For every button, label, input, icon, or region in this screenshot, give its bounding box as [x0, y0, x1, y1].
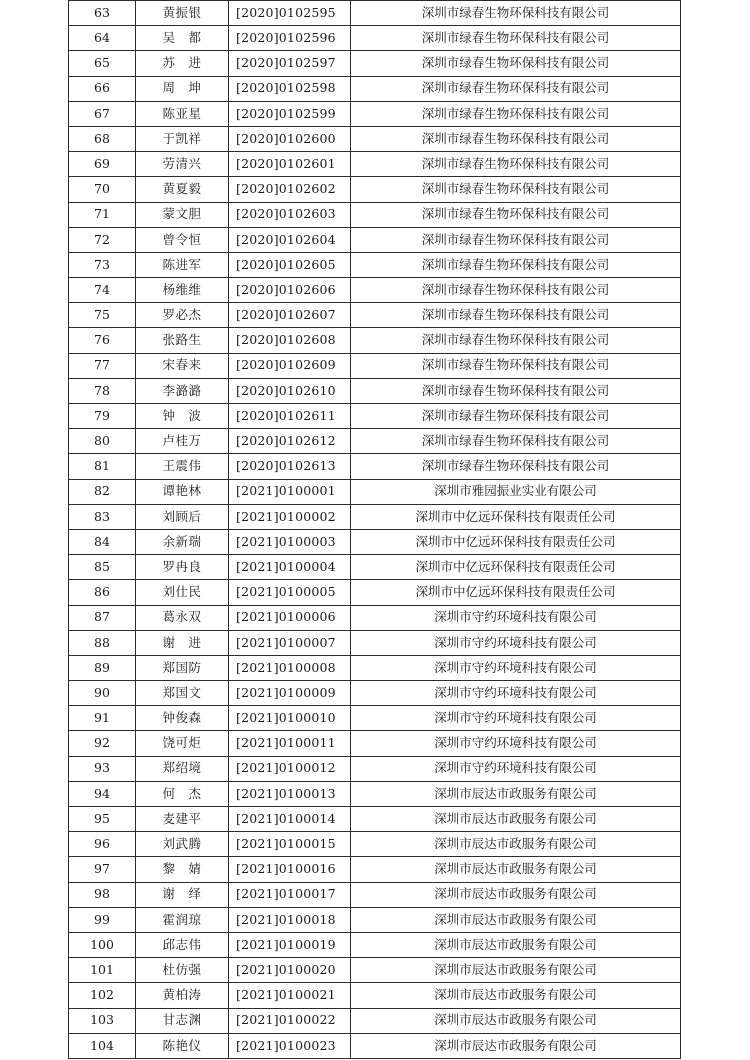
certificate-number: [2020]0102612	[229, 429, 351, 454]
table-row	[69, 1008, 681, 1033]
row-number: 96	[69, 832, 136, 857]
certificate-number: [2020]0102609	[229, 353, 351, 378]
certificate-number: [2020]0102606	[229, 278, 351, 303]
person-name: 黎 婧	[136, 857, 229, 882]
table-row	[69, 706, 681, 731]
row-number: 89	[69, 655, 136, 680]
row-number: 69	[69, 152, 136, 177]
row-number: 103	[69, 1008, 136, 1033]
row-number: 67	[69, 101, 136, 126]
row-number: 100	[69, 932, 136, 957]
company-name: 深圳市绿春生物环保科技有限公司	[351, 378, 681, 403]
row-number: 76	[69, 328, 136, 353]
certificate-number: [2020]0102598	[229, 76, 351, 101]
certificate-number: [2021]0100002	[229, 504, 351, 529]
certificate-number: [2021]0100014	[229, 807, 351, 832]
certificate-number: [2021]0100010	[229, 706, 351, 731]
certificate-number: [2020]0102597	[229, 51, 351, 76]
table-row	[69, 832, 681, 857]
row-number: 80	[69, 429, 136, 454]
certificate-number: [2021]0100023	[229, 1033, 351, 1058]
person-name: 苏 进	[136, 51, 229, 76]
person-name: 劳清兴	[136, 152, 229, 177]
row-number: 82	[69, 479, 136, 504]
table-row	[69, 655, 681, 680]
certificate-number: [2020]0102610	[229, 378, 351, 403]
company-name: 深圳市辰达市政服务有限公司	[351, 932, 681, 957]
row-number: 65	[69, 51, 136, 76]
table-row	[69, 152, 681, 177]
table-row	[69, 807, 681, 832]
table-row	[69, 857, 681, 882]
table-row	[69, 454, 681, 479]
person-name: 周 坤	[136, 76, 229, 101]
person-name: 郑国文	[136, 681, 229, 706]
company-name: 深圳市辰达市政服务有限公司	[351, 807, 681, 832]
certificate-number: [2021]0100006	[229, 605, 351, 630]
certificate-number: [2020]0102600	[229, 126, 351, 151]
company-name: 深圳市绿春生物环保科技有限公司	[351, 328, 681, 353]
table-row	[69, 605, 681, 630]
company-name: 深圳市中亿远环保科技有限责任公司	[351, 580, 681, 605]
table-row	[69, 781, 681, 806]
table-row	[69, 731, 681, 756]
table-row	[69, 126, 681, 151]
table-row	[69, 252, 681, 277]
table-row	[69, 1, 681, 26]
table-row	[69, 76, 681, 101]
row-number: 78	[69, 378, 136, 403]
row-number: 70	[69, 177, 136, 202]
table-row	[69, 51, 681, 76]
certificate-number: [2020]0102601	[229, 152, 351, 177]
company-name: 深圳市辰达市政服务有限公司	[351, 781, 681, 806]
table-row	[69, 504, 681, 529]
person-name: 黄振银	[136, 1, 229, 26]
table-row	[69, 227, 681, 252]
company-name: 深圳市辰达市政服务有限公司	[351, 832, 681, 857]
company-name: 深圳市绿春生物环保科技有限公司	[351, 278, 681, 303]
table-row	[69, 630, 681, 655]
row-number: 79	[69, 404, 136, 429]
company-name: 深圳市中亿远环保科技有限责任公司	[351, 504, 681, 529]
certificate-number: [2021]0100018	[229, 907, 351, 932]
company-name: 深圳市绿春生物环保科技有限公司	[351, 1, 681, 26]
certificate-number: [2020]0102604	[229, 227, 351, 252]
table-row	[69, 26, 681, 51]
certificate-number: [2020]0102607	[229, 303, 351, 328]
person-name: 杨维维	[136, 278, 229, 303]
person-name: 黄柏涛	[136, 983, 229, 1008]
person-name: 罗必杰	[136, 303, 229, 328]
company-name: 深圳市中亿远环保科技有限责任公司	[351, 555, 681, 580]
company-name: 深圳市守约环境科技有限公司	[351, 630, 681, 655]
row-number: 83	[69, 504, 136, 529]
person-name: 卢桂万	[136, 429, 229, 454]
company-name: 深圳市绿春生物环保科技有限公司	[351, 152, 681, 177]
row-number: 68	[69, 126, 136, 151]
person-name: 何 杰	[136, 781, 229, 806]
person-name: 刘顾后	[136, 504, 229, 529]
person-name: 黄夏毅	[136, 177, 229, 202]
certificate-number: [2021]0100022	[229, 1008, 351, 1033]
person-name: 霍润琼	[136, 907, 229, 932]
table-row	[69, 177, 681, 202]
person-name: 谢 进	[136, 630, 229, 655]
table-row	[69, 404, 681, 429]
company-name: 深圳市绿春生物环保科技有限公司	[351, 454, 681, 479]
person-name: 饶可炬	[136, 731, 229, 756]
person-name: 陈艳仪	[136, 1033, 229, 1058]
person-name: 蒙文胆	[136, 202, 229, 227]
person-name: 郑绍境	[136, 756, 229, 781]
certificate-number: [2021]0100015	[229, 832, 351, 857]
company-name: 深圳市中亿远环保科技有限责任公司	[351, 529, 681, 554]
company-name: 深圳市绿春生物环保科技有限公司	[351, 429, 681, 454]
row-number: 72	[69, 227, 136, 252]
company-name: 深圳市绿春生物环保科技有限公司	[351, 227, 681, 252]
row-number: 85	[69, 555, 136, 580]
row-number: 87	[69, 605, 136, 630]
company-name: 深圳市绿春生物环保科技有限公司	[351, 404, 681, 429]
company-name: 深圳市绿春生物环保科技有限公司	[351, 51, 681, 76]
person-name: 吴 都	[136, 26, 229, 51]
company-name: 深圳市辰达市政服务有限公司	[351, 1033, 681, 1058]
row-number: 104	[69, 1033, 136, 1058]
row-number: 102	[69, 983, 136, 1008]
table-row	[69, 882, 681, 907]
person-name: 邱志伟	[136, 932, 229, 957]
company-name: 深圳市绿春生物环保科技有限公司	[351, 26, 681, 51]
certificate-number: [2021]0100012	[229, 756, 351, 781]
person-name: 刘仕民	[136, 580, 229, 605]
row-number: 101	[69, 958, 136, 983]
certificate-table	[68, 0, 681, 1059]
person-name: 谭艳林	[136, 479, 229, 504]
certificate-number: [2021]0100005	[229, 580, 351, 605]
company-name: 深圳市守约环境科技有限公司	[351, 605, 681, 630]
table-row	[69, 479, 681, 504]
person-name: 刘武腾	[136, 832, 229, 857]
table-row	[69, 278, 681, 303]
certificate-number: [2021]0100009	[229, 681, 351, 706]
row-number: 92	[69, 731, 136, 756]
certificate-number: [2020]0102595	[229, 1, 351, 26]
company-name: 深圳市绿春生物环保科技有限公司	[351, 177, 681, 202]
row-number: 93	[69, 756, 136, 781]
table-row	[69, 958, 681, 983]
certificate-number: [2021]0100020	[229, 958, 351, 983]
certificate-number: [2021]0100001	[229, 479, 351, 504]
row-number: 88	[69, 630, 136, 655]
company-name: 深圳市绿春生物环保科技有限公司	[351, 101, 681, 126]
row-number: 71	[69, 202, 136, 227]
company-name: 深圳市绿春生物环保科技有限公司	[351, 76, 681, 101]
row-number: 97	[69, 857, 136, 882]
row-number: 94	[69, 781, 136, 806]
row-number: 73	[69, 252, 136, 277]
certificate-number: [2021]0100007	[229, 630, 351, 655]
table-row	[69, 1033, 681, 1058]
table-row	[69, 983, 681, 1008]
row-number: 63	[69, 1, 136, 26]
row-number: 84	[69, 529, 136, 554]
company-name: 深圳市雅园振业实业有限公司	[351, 479, 681, 504]
company-name: 深圳市守约环境科技有限公司	[351, 655, 681, 680]
row-number: 66	[69, 76, 136, 101]
certificate-number: [2021]0100004	[229, 555, 351, 580]
company-name: 深圳市绿春生物环保科技有限公司	[351, 303, 681, 328]
person-name: 钟俊森	[136, 706, 229, 731]
certificate-number: [2020]0102611	[229, 404, 351, 429]
table-row	[69, 681, 681, 706]
row-number: 95	[69, 807, 136, 832]
certificate-number: [2021]0100003	[229, 529, 351, 554]
person-name: 麦建平	[136, 807, 229, 832]
person-name: 李潞潞	[136, 378, 229, 403]
row-number: 86	[69, 580, 136, 605]
company-name: 深圳市辰达市政服务有限公司	[351, 1008, 681, 1033]
row-number: 98	[69, 882, 136, 907]
company-name: 深圳市绿春生物环保科技有限公司	[351, 353, 681, 378]
person-name: 余新瑞	[136, 529, 229, 554]
certificate-list-page	[68, 0, 681, 1059]
certificate-number: [2020]0102605	[229, 252, 351, 277]
table-row	[69, 429, 681, 454]
company-name: 深圳市辰达市政服务有限公司	[351, 907, 681, 932]
row-number: 99	[69, 907, 136, 932]
person-name: 钟 波	[136, 404, 229, 429]
row-number: 64	[69, 26, 136, 51]
company-name: 深圳市守约环境科技有限公司	[351, 731, 681, 756]
person-name: 罗冉良	[136, 555, 229, 580]
person-name: 杜仿强	[136, 958, 229, 983]
person-name: 王震伟	[136, 454, 229, 479]
certificate-number: [2020]0102596	[229, 26, 351, 51]
company-name: 深圳市辰达市政服务有限公司	[351, 983, 681, 1008]
table-row	[69, 932, 681, 957]
certificate-number: [2021]0100016	[229, 857, 351, 882]
company-name: 深圳市辰达市政服务有限公司	[351, 958, 681, 983]
company-name: 深圳市守约环境科技有限公司	[351, 706, 681, 731]
row-number: 81	[69, 454, 136, 479]
table-row	[69, 353, 681, 378]
table-row	[69, 756, 681, 781]
company-name: 深圳市辰达市政服务有限公司	[351, 857, 681, 882]
company-name: 深圳市绿春生物环保科技有限公司	[351, 126, 681, 151]
table-row	[69, 378, 681, 403]
table-body	[69, 1, 681, 1059]
table-row	[69, 580, 681, 605]
person-name: 于凯祥	[136, 126, 229, 151]
table-row	[69, 555, 681, 580]
company-name: 深圳市守约环境科技有限公司	[351, 681, 681, 706]
table-row	[69, 303, 681, 328]
person-name: 郑国防	[136, 655, 229, 680]
certificate-number: [2020]0102599	[229, 101, 351, 126]
person-name: 张路生	[136, 328, 229, 353]
table-row	[69, 907, 681, 932]
company-name: 深圳市绿春生物环保科技有限公司	[351, 252, 681, 277]
person-name: 陈亚星	[136, 101, 229, 126]
table-row	[69, 202, 681, 227]
person-name: 宋春来	[136, 353, 229, 378]
company-name: 深圳市守约环境科技有限公司	[351, 756, 681, 781]
certificate-number: [2021]0100019	[229, 932, 351, 957]
table-row	[69, 328, 681, 353]
person-name: 葛永双	[136, 605, 229, 630]
certificate-number: [2021]0100008	[229, 655, 351, 680]
row-number: 91	[69, 706, 136, 731]
person-name: 甘志渊	[136, 1008, 229, 1033]
row-number: 90	[69, 681, 136, 706]
table-row	[69, 529, 681, 554]
certificate-number: [2020]0102603	[229, 202, 351, 227]
person-name: 谢 绎	[136, 882, 229, 907]
certificate-number: [2020]0102608	[229, 328, 351, 353]
person-name: 陈进军	[136, 252, 229, 277]
certificate-number: [2021]0100011	[229, 731, 351, 756]
row-number: 75	[69, 303, 136, 328]
table-row	[69, 101, 681, 126]
row-number: 77	[69, 353, 136, 378]
company-name: 深圳市绿春生物环保科技有限公司	[351, 202, 681, 227]
certificate-number: [2021]0100021	[229, 983, 351, 1008]
person-name: 曾令恒	[136, 227, 229, 252]
company-name: 深圳市辰达市政服务有限公司	[351, 882, 681, 907]
certificate-number: [2020]0102602	[229, 177, 351, 202]
row-number: 74	[69, 278, 136, 303]
certificate-number: [2021]0100013	[229, 781, 351, 806]
certificate-number: [2020]0102613	[229, 454, 351, 479]
certificate-number: [2021]0100017	[229, 882, 351, 907]
